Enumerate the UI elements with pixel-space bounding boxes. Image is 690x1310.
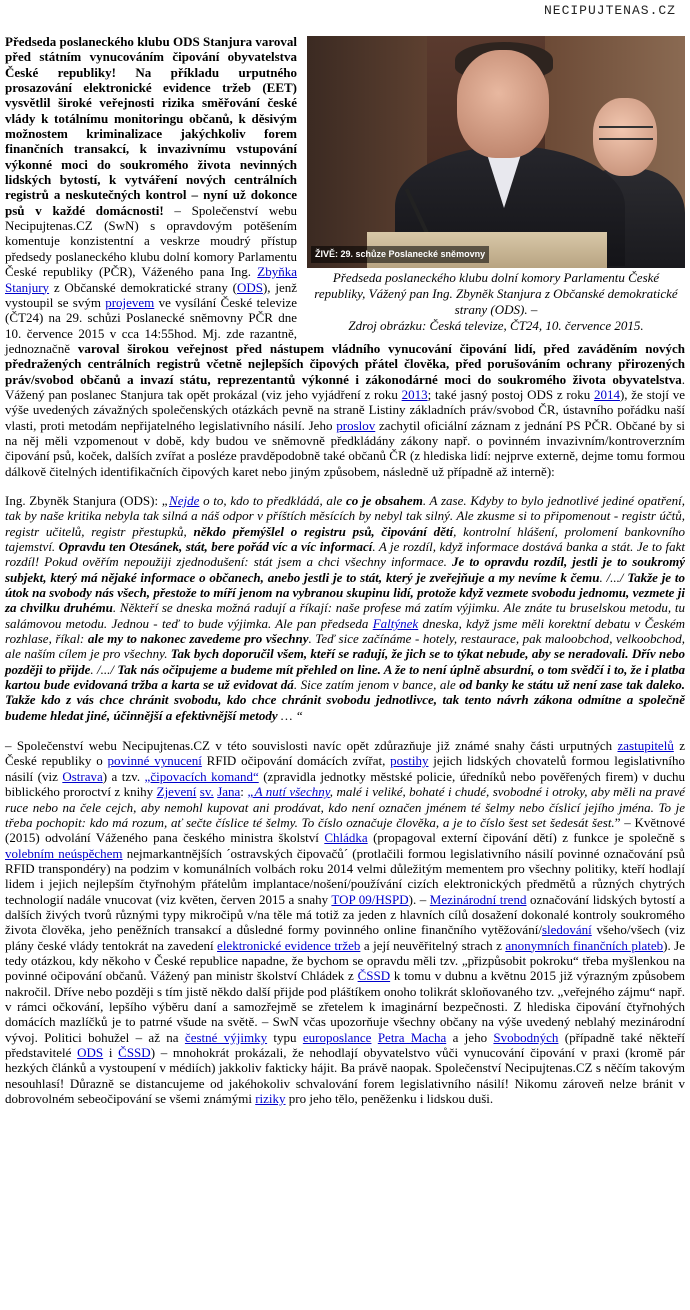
quote-paragraph: Ing. Zbyněk Stanjura (ODS): „Nejde o to, kdo to předkládá, ale co je obsahem. A zase. Kdyby to bylo jednotlivé jediné opatření, tak by naše kritika nebyla tak silná a náš odpor v příštích měsících by nebyl tak silný. Ale zkusme si to připomenout - registr účtů, registr učitelů, registr přestupků, někdo přemýšlel o registru psů, čipování dětí, kontrolní hlášení, prolomení bankovního tajemství. Opravdu ten Otesánek, stát, bere pořád víc a víc informací. A je rozdíl, když informace dostává banka a stát. Je to fakt rozdíl! Pokud ověřím nepoužiji zjednodušení: stát jsem a chci všechny informace. Je to opravdu rozdíl, jestli je to soukromý subjekt, který má nějaké informace o občanech, anebo jestli je to stát, který je zveřejňuje a my nevíme k čemu. /.../ Takže je to útok na svobody nás všech, přestože to míří jenom na vybranou skupinu lidí, protože když vezmete svobodu jednomu, vezmete ji za chvilku druhému. Někteří se dneska možná radují a říkají: naše profese má zatím výjimku. Ale znáte tu bruselskou metodu, tu salámovou metodu. Jednou - teď to bude výjimka. Ale pan předseda Faltýnek dneska, když jsme měli korektní debatu v Českém rozhlase, říkal: ale my to nakonec zavedeme pro všechny. Teď sice začínáme - hotely, restaurace, pak maloobchod, velkoobchod, ale naším cílem je pro všechny. Tak bych doporučil všem, kteří se radují, že jich se to týkat nebude, aby se neradovali. Dřív nebo později to přijde. /.../ Tak nás očipujeme a budeme mít přehled on line. A že to není úplně absurdní, o tom svědčí i to, že i platba kartou bude evidovaná tržba a karta se už evidovat dá. Sice zatím jenom v bance, ale od banky ke státu už není zase tak daleko. Takže kdo z vás chce chránit svobodu, kdo chce chránit svobodu jednotlivce, tak tento návrh zákona odmítne a společně budeme hledat jiné, účinnější a efektivnější metody … “ bbox=[5, 492, 686, 723]
link-cssd-2[interactable]: ČSSD bbox=[118, 1045, 151, 1060]
link-cssd[interactable]: ČSSD bbox=[357, 968, 391, 984]
link-zastupitelu[interactable]: zastupitelů bbox=[617, 738, 674, 754]
link-petra-macha[interactable]: Petra Macha bbox=[377, 1029, 447, 1045]
closing-paragraph: – Společenství webu Necipujtenas.CZ v této souvislosti navíc opět zdůrazňuje již známé snahy části urputných zastupitelů z České republiky o povinné vynucení RFID očipování domácích zvířat, postihy jejich lidských chovatelů formou legislativního násilí (viz Ostrava) a tzv. „čipovacích komand“ (zpravidla jednotky městské policie, úředníků nebo pověřených firem) v duchu biblického proroctví z knihy Zjevení sv. Jana: „A nutí všechny, malé i veliké, bohaté i chudé, svobodné i otroky, aby měli na pravé ruce nebo na čele cejch, aby nemohl kupovat ani prodávat, kdo není označen jménem té šelmy nebo číslicí jejího jména. To je třeba pochopit: kdo má rozum, ať sečte číslice té šelmy. To číslo označuje člověka, a je to číslo šest set šedesát šest.” – Květnové (2015) odvolání Váženého pana českého ministra školství Chládka (propagoval externí čipování dětí) z funkce je společně s volebním neúspěchem nejmarkantnějších ´ostravských čipovačů´ (protlačili formou legislativního násilí povinné označování psů RFID transpondéry) na podzim v komunálních volbách roku 2014 velmi důležitým mementem pro všechny politiky, kteří hodlají lidem i jejich nejlepším čtyřnohým přátelům implantace/nošení/používání cizích elektronických předmětů a různých chytrých technologií nadále vnucovat (viz květen, červen 2015 a snahy TOP 09/HSPD). – Mezinárodní trend označování lidských bytostí a dalších živých tvorů různými typy mikročipů v/na těle má totiž za jeden z hlavních cílů dosažení dokonalé kontroly soukromého života člověka, jeho peněžních transakcí a důsledné formy povinného online finančního vytěžování/sledování všeho/všech (viz plány české vlády tentokrát na zavedení elektronické evidence tržeb a její neuvěřitelný strach z anonymních finančních plateb). Je tedy otázkou, kdy někoho v České republice napadne, že bychom se opravdu měli tzv. „přizpůsobit pokroku“ třeba myšlenkou na povinné očipování občanů. Vážený pan ministr školství Chládek z ČSSD k tomu v dubnu a květnu 2015 již výrazným způsobem nakročil. Dříve nebo později s tím jistě někdo další přijde pod pláštíkem onoho tolikrát skloňovaného tzv. „veřejného zájmu“ např. v rámci očkování, lepšího výběru daní a samozřejmě se zřetelem k imaginární bezpečnosti. Z hlediska čipování čtyřnohých domácích mazlíčků je to patrné všude na světě. – SwN včas upozorňuje všechny občany na výše uvedený neblahý mezinárodní vývoj. Politici bohužel – až na čestné výjimky typu europoslance Petra Macha a jeho Svobodných (případně také někteří představitelé ODS i ČSSD) – mnohokrát prokázali, že nehodlají obyvatelstvo vůči vynucování čipování v praxi (kromě pár hezkých článků a vystoupení v médiích) jakkoliv fakticky hájit. Ba právě naopak. Společenství Necipujtenas.CZ s něčím takovým nesouhlasí! Důrazně se distancujeme od jakéhokoliv schvalování forem legislativního násilí! Nikomu zároveň nelze bránit v dobrovolném sebeočipování se všemi známými riziky pro jeho tělo, peněženku i lidskou duši. bbox=[5, 738, 686, 1107]
link-projev[interactable]: projevem bbox=[105, 294, 155, 310]
link-jana[interactable]: Jana bbox=[217, 784, 241, 800]
caption-text: Předseda poslaneckého klubu dolní komory Parlamentu České republiky, Vážený pan Ing. Zbyněk Stanjura z Občanské demokratické strany (ODS). – bbox=[314, 270, 678, 317]
lead-text: Předseda poslaneckého klubu ODS Stanjura varoval před státním vynucováním čipování obyvatelstva České republiky! Na příkladu urputného prosazování elektronické evidence tržeb (EET) vysvětlil široké veřejnosti rizika směřování české vlády k totálnímu monitoringu občanů, k děsivým možnostem kriminalizace jakýchkoliv forem finančních transakcí, k invazivnímu vstupování výkonné moci do soukromého života nevinných lidských bytostí, k vytváření nových centrálních registrů a neskutečných kontrol – nyní už dokonce psů v každé domácnosti! bbox=[5, 34, 297, 218]
link-ostrava[interactable]: Ostrava bbox=[62, 768, 103, 784]
link-2014[interactable]: 2014 bbox=[593, 386, 620, 402]
link-top09-hspd[interactable]: TOP 09/HSPD bbox=[331, 891, 409, 907]
link-nejde[interactable]: Nejde bbox=[169, 492, 200, 508]
live-broadcast-label: ŽIVĚ: 29. schůze Poslanecké sněmovny bbox=[311, 246, 489, 263]
link-sledovani[interactable]: sledování bbox=[541, 922, 592, 938]
article-figure bbox=[307, 36, 685, 334]
site-header bbox=[0, 0, 690, 32]
link-faltynek[interactable]: Faltýnek bbox=[372, 615, 419, 631]
intro-paragraph: Předseda poslaneckého klubu ODS Stanjura varoval před státním vynucováním čipování obyvatelstva České republiky! Na příkladu urputného prosazování elektronické evidence tržeb (EET) vysvětlil široké veřejnosti rizika směřování české vlády k totálnímu monitoringu občanů, k děsivým možnostem kriminalizace jakýchkoliv forem finančních transakcí, k invazivnímu vstupování výkonné moci do soukromého života nevinných lidských bytostí, k vytváření nových centrálních registrů a neskutečných kontrol – nyní už dokonce psů v každé domácnosti! – Společenství webu Necipujtenas.CZ (SwN) s opravdovým potěšením komentuje konzistentní a veskrze moudrý přístup předsedy poslaneckého klubu dolní komory Parlamentu České republiky (PČR), Váženého pana Ing. Zbyňka Stanjury z Občanské demokratické strany (ODS), jenž vystoupil se svým projevem ve vysílání České televize (ČT24) na 29. schůzi Poslanecké sněmovny PČR dne 10. července 2015 v cca 14:55hod. Mj. zde razantně, jednoznačně varoval širokou veřejnost před nástupem vládního vynucování čipování lidí, před zaváděním nových předražených centrálních registrů včetně nejlepších čipových přátel člověka, před porušováním ochrany přirozených práv/svobod občanů a invazí státu, reprezentantů výkonné i zákonodárné moci do soukromého života obyvatelstva. Vážený pan poslanec Stanjura tak opět prokázal (viz jeho vyjádření z roku 2013; také jasný postoj ODS z roku 2014), že stojí ve výše uvedených závažných společenských otázkách pevně na straně Listiny základních práv/svobod ČR, ústavního pořádku naší vlasti, proti metodám nepřijatelného legislativního násilí. Jeho proslov zachytil oficiální záznam z jednání PS PČR. Občané by si na něj měli vzpomenout v době, kdy budou ve sněmovně předkládány zákony např. o povinném invazivním/kontroverzním čipování psů, koček, dalších zvířat a posléze pravděpodobně také občanů ČR (z hlediska lidí: nejprve externě, dejme tomu formou dálkově čitelných identifikačních čipových karet nebo jiným způsobem, následně už případně až interně): bbox=[5, 34, 685, 479]
link-ods-2[interactable]: ODS bbox=[77, 1045, 104, 1060]
link-anonymni-platby[interactable]: anonymních finančních plateb bbox=[505, 937, 664, 953]
link-stanjura[interactable]: Zbyňka Stanjury bbox=[5, 264, 297, 295]
link-2013[interactable]: 2013 bbox=[401, 386, 428, 402]
link-riziky[interactable]: riziky bbox=[255, 1091, 286, 1107]
link-proslov[interactable]: proslov bbox=[336, 417, 376, 433]
link-ods[interactable]: ODS bbox=[236, 279, 263, 295]
link-mezinarodni-trend[interactable]: Mezinárodní trend bbox=[429, 891, 527, 907]
link-postihy[interactable]: postihy bbox=[390, 753, 429, 769]
link-svobodnych[interactable]: Svobodných bbox=[493, 1029, 559, 1045]
link-cipovaci-komanda[interactable]: „čipovacích komand“ bbox=[144, 768, 259, 784]
link-cestne-vyjimky[interactable]: čestné výjimky bbox=[184, 1029, 268, 1045]
caption-source: Zdroj obrázku: Česká televize, ČT24, 10. července 2015. bbox=[348, 318, 644, 333]
warning-text: varoval širokou veřejnost před nástupem vládního vynucování čipování lidí, před zaváděním nových předražených centrálních registrů včetně nejlepších čipových přátel člověka, před porušováním ochrany přirozených práv/svobod občanů a invazí státu, reprezentantů výkonné i zákonodárné moci do soukromého života obyvatelstva bbox=[5, 340, 685, 387]
link-povinne-vynuceni[interactable]: povinné vynucení bbox=[107, 753, 202, 769]
link-chladka[interactable]: Chládka bbox=[324, 830, 368, 846]
parliament-photo bbox=[307, 36, 685, 268]
link-volebni-neuspech[interactable]: volebním neúspěchem bbox=[5, 845, 123, 861]
figure-caption bbox=[307, 270, 685, 334]
site-title[interactable]: NECIPUJTENAS.CZ bbox=[543, 3, 676, 18]
article-body bbox=[5, 34, 685, 1121]
link-sv[interactable]: sv. bbox=[199, 784, 214, 800]
link-a-nuti-vsechny[interactable]: „A nutí všechny bbox=[247, 784, 330, 800]
link-eet[interactable]: elektronické evidence tržeb bbox=[217, 937, 361, 953]
link-zjeveni[interactable]: Zjevení bbox=[156, 784, 197, 800]
link-europoslance[interactable]: europoslance bbox=[302, 1029, 372, 1045]
